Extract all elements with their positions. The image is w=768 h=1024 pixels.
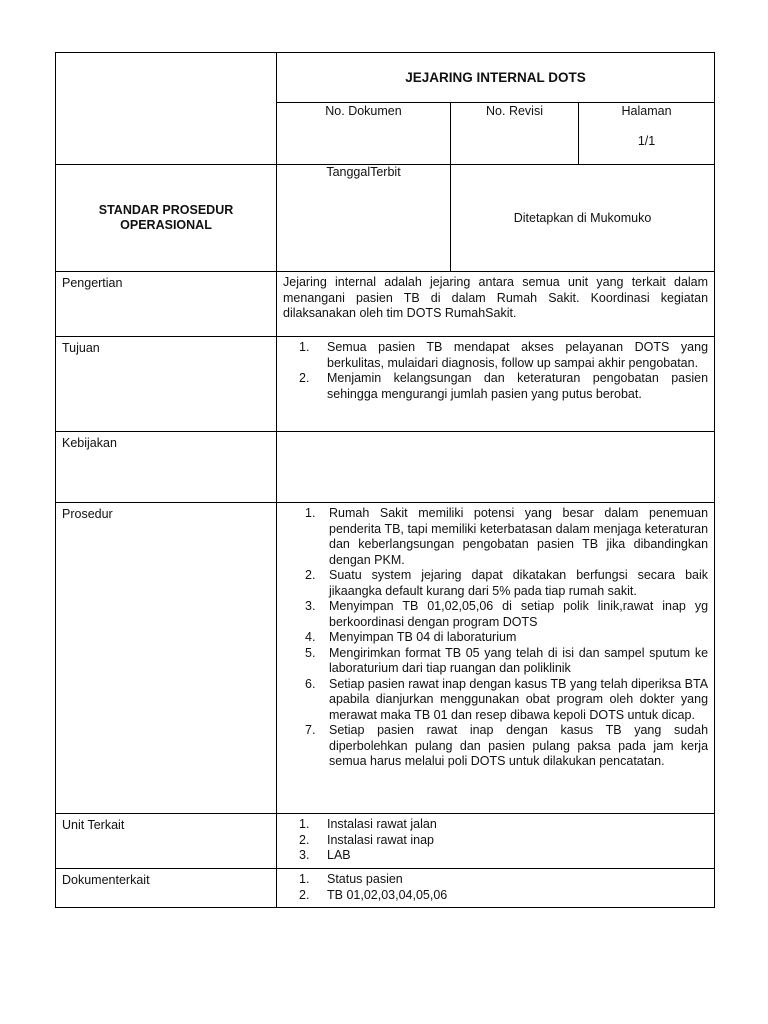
dokumen-terkait-list-cell [277,869,715,908]
doc-number-cell [277,103,451,165]
unit-terkait-list [283,817,708,864]
sop-table [55,52,715,908]
list-item: 2. Menjamin kelangsungan dan keteraturan pengobatan pasien sehingga mengurangi jumlah pasien yang putus berobat. [299,371,709,401]
tujuan-list [283,340,708,402]
document-title: JEJARING INTERNAL DOTS [277,53,715,103]
tujuan-list-cell [277,337,715,432]
list-item: 1. Instalasi rawat jalan [299,817,437,831]
list-item: 4. Menyimpan TB 04 di laboraturium [305,630,517,644]
prosedur-label: Prosedur [56,503,277,814]
list-item: 7. Setiap pasien rawat inap dengan kasus TB yang sudah diperbolehkan pulang dan pasien pulang paksa pada jam kerja semua harus melalui poli DOTS untuk dilakukan pencatatan. [305,723,709,768]
kebijakan-content [277,432,715,503]
list-item: 2. TB 01,02,03,04,05,06 [299,887,448,902]
prosedur-list-cell [277,503,715,814]
doc-number-label: No. Dokumen [325,104,402,118]
list-item: 1. Rumah Sakit memiliki potensi yang besar dalam penemuan penderita TB, tapi memiliki keterbatasan dalam menjaga keteraturan dan keberlangsungan pengobatan pasien TB jika dibandingkan dengan PKM. [305,506,709,567]
logo-cell [56,53,277,165]
issue-date-cell [277,165,451,272]
page-label: Halaman [621,104,672,118]
dokumen-terkait-list [283,872,708,903]
list-item: 3. Menyimpan TB 01,02,05,06 di setiap polik linik,rawat inap yg berkoordinasi dengan program DOTS [305,599,709,629]
list-item: 1. Semua pasien TB mendapat akses pelayanan DOTS yang berkulitas, mulaidari diagnosis, follow up sampai akhir pengobatan. [299,340,709,370]
kebijakan-label: Kebijakan [56,432,277,503]
issue-date-label: TanggalTerbit [326,165,401,179]
pengertian-label: Pengertian [56,272,277,337]
page-value: 1/1 [637,134,656,148]
list-item: 1. Status pasien [299,872,403,886]
list-item: 2. Suatu system jejaring dapat dikatakan berfungsi secara baik jikaangka default kurang dari 5% pada tiap rumah sakit. [305,568,709,598]
page-cell [579,103,715,165]
list-item: 6. Setiap pasien rawat inap dengan kasus TB yang telah diperiksa BTA apabila dianjurkan menggunakan obat program oleh dokter yang merawat maka TB 01 dan resep dibawa kepoli DOTS untuk dicap. [305,676,709,722]
revision-label: No. Revisi [486,104,543,118]
list-item: 3. LAB [299,848,351,862]
unit-terkait-list-cell [277,814,715,869]
list-item: 5. Mengirimkan format TB 05 yang telah di isi dan sampel sputum ke laboraturium dari tiap ruangan dan poliklinik [305,645,709,675]
tujuan-label: Tujuan [56,337,277,432]
issued-at: Ditetapkan di Mukomuko [451,165,715,272]
prosedur-list [283,506,708,770]
sop-label: STANDAR PROSEDUR OPERASIONAL [56,165,277,272]
unit-terkait-label: Unit Terkait [56,814,277,869]
pengertian-text: Jejaring internal adalah jejaring antara semua unit yang terkait dalam menangani pasien TB di dalam Rumah Sakit. Koordinasi kegiatan dilaksanakan oleh tim DOTS RumahSakit. [277,272,715,337]
list-item: 2. Instalasi rawat inap [299,832,435,847]
dokumen-terkait-label: Dokumenterkait [56,869,277,908]
revision-cell [451,103,579,165]
